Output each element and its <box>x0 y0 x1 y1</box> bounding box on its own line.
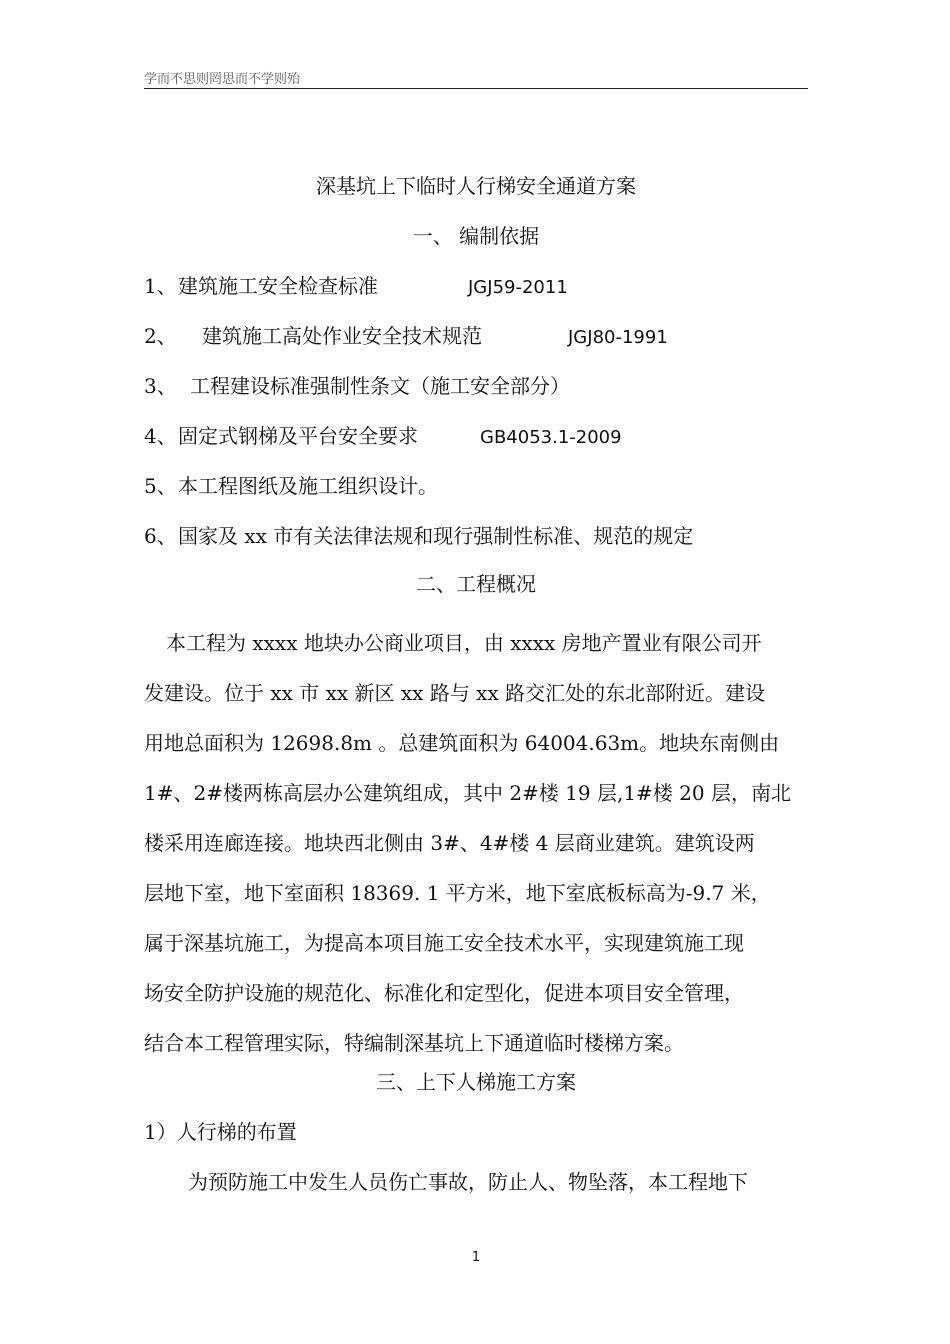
basis-item <box>144 472 808 522</box>
paragraph-line: 属于深基坑施工，为提高本项目施工安全技术水平，实现建筑施工现 <box>144 931 744 955</box>
paragraph-line: 发建设。位于 xx 市 xx 新区 xx 路与 xx 路交汇处的东北部附近。建设 <box>144 681 766 705</box>
paragraph-line: 层地下室，地下室面积 18369. 1 平方米，地下室底板标高为-9.7 米， <box>144 881 771 905</box>
basis-item-code: JGJ59-2011 <box>468 277 568 298</box>
paragraph-line: 用地总面积为 12698.8m 。总建筑面积为 64004.63m。地块东南侧由 <box>144 731 780 755</box>
basis-item-code: GB4053.1-2009 <box>480 427 622 448</box>
page-header: 学而不思则罔思而不学则殆 <box>144 72 301 87</box>
paragraph-line: 1#、2#楼两栋高层办公建筑组成，其中 2#楼 19 层,1#楼 20 层，南北 <box>144 781 791 805</box>
basis-item-number: 5、 <box>144 474 177 498</box>
paragraph-line: 楼采用连廊连接。地块西北侧由 3#、4#楼 4 层商业建筑。建筑设两 <box>144 831 755 855</box>
overview-paragraph <box>144 618 808 1068</box>
section-title-overview: 二、工程概况 <box>416 572 536 596</box>
page-number: 1 <box>471 1250 481 1265</box>
section-title-plan: 三、上下人梯施工方案 <box>376 1070 576 1094</box>
basis-item-number: 3、 <box>144 374 177 398</box>
paragraph-line: 本工程为 xxxx 地块办公商业项目，由 xxxx 房地产置业有限公司开 <box>166 631 762 655</box>
document-title: 深基坑上下临时人行梯安全通道方案 <box>316 174 636 198</box>
basis-item <box>144 322 808 372</box>
basis-item <box>144 272 808 322</box>
sub-heading-ladder-layout: 1）人行梯的布置 <box>144 1120 297 1144</box>
section-title-basis: 一、 编制依据 <box>412 224 540 248</box>
header-divider <box>144 88 808 89</box>
basis-item-code: JGJ80-1991 <box>568 327 668 348</box>
basis-item <box>144 422 808 472</box>
plan-paragraph: 为预防施工中发生人员伤亡事故，防止人、物坠落，本工程地下 <box>188 1170 748 1194</box>
basis-item-text: 国家及 xx 市有关法律法规和现行强制性标准、规范的规定 <box>178 524 694 548</box>
basis-item-number: 2、 <box>144 324 177 348</box>
paragraph-line: 结合本工程管理实际，特编制深基坑上下通道临时楼梯方案。 <box>144 1031 684 1055</box>
basis-item-number: 1、 <box>144 274 177 298</box>
basis-item-text: 本工程图纸及施工组织设计。 <box>178 474 438 498</box>
basis-item-text: 建筑施工高处作业安全技术规范 <box>202 324 482 348</box>
basis-item <box>144 372 808 422</box>
basis-item-text: 工程建设标准强制性条文（施工安全部分） <box>190 374 570 398</box>
basis-item-number: 6、 <box>144 524 177 548</box>
basis-item <box>144 522 808 572</box>
basis-item-text: 建筑施工安全检查标准 <box>178 274 378 298</box>
basis-item-text: 固定式钢梯及平台安全要求 <box>178 424 418 448</box>
paragraph-line: 场安全防护设施的规范化、标准化和定型化，促进本项目安全管理， <box>144 981 744 1005</box>
basis-item-number: 4、 <box>144 424 177 448</box>
basis-list <box>144 272 808 572</box>
